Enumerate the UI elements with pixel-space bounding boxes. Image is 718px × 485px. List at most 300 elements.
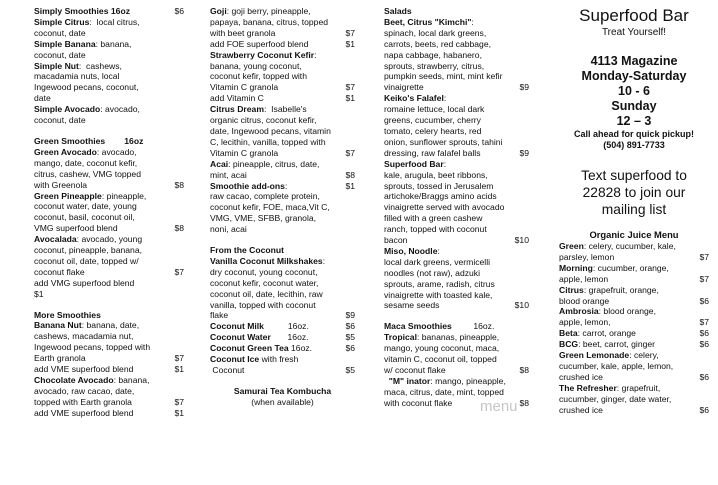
menu-line-text: bacon [384,235,408,246]
menu-line [384,354,529,365]
menu-line [384,93,529,104]
menu-price: $1 [345,180,355,191]
menu-line-text: flake [210,310,229,321]
menu-line [559,252,709,263]
menu-line [34,71,184,82]
menu-line [384,235,529,246]
menu-line [210,354,355,365]
menu-line-text: date [34,93,51,104]
menu-price: $7 [174,396,184,407]
menu-line [384,148,529,159]
menu-line [34,28,184,39]
promo-line-1: Text superfood to [581,168,687,183]
menu-line [34,147,184,158]
menu-line-text: Banana Nut: banana, date, [34,320,140,331]
menu-line-text: coconut oil, date, lecithin, raw [210,288,323,299]
menu-line [34,104,184,115]
tagline: Treat Yourself! [601,27,667,38]
menu-line [384,300,529,311]
menu-line-text: organic citrus, coconut kefir, [210,115,317,126]
menu-line [34,386,184,397]
menu-line-text: Smoothie add-ons: [210,180,288,191]
menu-line-text: dry coconut, young coconut, [210,266,318,277]
menu-line [210,213,355,224]
menu-line [210,386,355,397]
menu-line [34,201,184,212]
menu-line [384,387,529,398]
menu-line [210,343,355,354]
menu-line-text: blood orange [559,295,610,306]
menu-line-text: coconut, date [34,49,86,60]
menu-line [210,300,355,311]
menu-line-text: add FOE superfood blend [210,38,309,49]
menu-line [384,268,529,279]
phone-number: (504) 891-7733 [603,140,665,150]
menu-line-text: Keiko's Falafel: [384,93,447,104]
menu-line-text: coconut, basil, coconut oil, [34,212,135,223]
menu-line-text: coconut oil, date, topped w/ [34,255,139,266]
menu-line [384,17,529,28]
menu-line-text: coconut flake [34,266,85,277]
menu-line [210,397,355,408]
menu-line-text: cucumber, kale, apple, lemon, [559,360,674,371]
menu-price: $5 [345,365,355,375]
menu-line [210,181,355,192]
menu-line [384,321,529,332]
menu-line [384,126,529,137]
menu-line-text: tomato, celery hearts, red [384,125,482,136]
weekday-days: Monday-Saturday [581,69,687,83]
menu-line [210,71,355,82]
menu-line [384,213,529,224]
menu-line [384,137,529,148]
menu-column-4 [559,6,709,416]
menu-line [384,115,529,126]
menu-line [384,257,529,268]
menu-line-text: coconut, date [34,27,86,38]
menu-line [210,310,355,321]
menu-line [384,39,529,50]
menu-line [384,343,529,354]
menu-price: $7 [345,27,355,38]
menu-line-text: From the Coconut [210,245,284,256]
menu-line [559,383,709,394]
spacer [210,235,355,245]
menu-line [559,350,709,361]
menu-price: $10 [514,235,529,246]
menu-line [34,136,184,147]
menu-line [384,181,529,192]
menu-line-text: noodles (not raw), adzuki [384,267,481,278]
menu-line-text: Coconut Ice with fresh [210,354,299,365]
menu-line-text: Coconut [210,365,245,375]
menu-line-text: Green Lemonade: celery, [559,350,659,361]
menu-line-text: Citrus: grapefruit, orange, [559,284,659,295]
menu-line-text: coconut, pineapple, banana, [34,245,142,256]
menu-line [210,93,355,104]
menu-line-text: greens, cucumber, cherry [384,115,481,126]
menu-line [384,365,529,376]
spacer [384,311,529,321]
menu-line [559,405,709,416]
menu-line-text: topped with Earth granola [34,396,132,407]
menu-price: $6 [699,328,709,339]
menu-line-text: $1 [34,288,44,299]
menu-line-text: cucumber, ginger, date water, [559,393,672,404]
menu-line [210,104,355,115]
promo-line-2: 22828 to join our [582,185,686,200]
menu-line [34,115,184,126]
menu-price: $6 [345,321,355,332]
menu-line [384,82,529,93]
menu-line-text: Salads [384,6,412,16]
menu-line [34,397,184,408]
menu-line [384,224,529,235]
sunday-hours: 12 – 3 [616,114,652,128]
menu-line-text: artichoke/Braggs amino acids [384,191,497,202]
brand-title: Superfood Bar [579,6,689,25]
menu-price: $1 [345,93,355,104]
menu-line-text: Tropical: bananas, pineapple, [384,332,500,343]
menu-line-text: Simple Nut: cashews, [34,60,122,71]
menu-price: $6 [699,339,709,350]
menu-line [34,331,184,342]
menu-line-text: Vitamin C granola [210,147,279,158]
menu-line [384,61,529,72]
menu-price: $8 [174,179,184,190]
menu-line-text: Avocalada: avocado, young [34,234,143,245]
menu-line-text: spinach, local dark greens, [384,27,487,38]
menu-column-1 [34,6,184,419]
menu-line [210,191,355,202]
menu-line-text: macadamia nuts, local [34,71,120,82]
menu-line-text: mango, young coconut, maca, [384,343,500,354]
menu-line-text: More Smoothies [34,309,101,320]
menu-line [384,28,529,39]
menu-line [34,267,184,278]
menu-price: $1 [174,364,184,375]
menu-line-text: sprouts, strawberry, citrus, [384,60,485,71]
menu-line [559,372,709,383]
menu-line-text: apple, lemon [559,273,609,284]
menu-line-text: parsley, lemon [559,251,615,262]
menu-line [34,310,184,321]
menu-price: $9 [519,82,529,93]
menu-line [210,126,355,137]
menu-line-text: Simple Banana: banana, [34,38,132,49]
menu-line [34,93,184,104]
menu-price: $7 [699,317,709,328]
menu-price: $1 [345,38,355,49]
menu-line [210,321,355,332]
menu-line-text: Coconut Water 16oz. [210,332,309,343]
menu-line-text: sprouts, arame, radish, citrus [384,278,495,289]
menu-line [559,328,709,339]
juice-list [559,241,709,416]
menu-price: $6 [699,371,709,382]
menu-line [384,6,529,17]
menu-line [210,137,355,148]
menu-price: $8 [519,397,529,408]
menu-line-text: sesame seeds [384,300,440,311]
menu-line-text: sprouts, tossed in Jerusalem [384,180,494,191]
menu-line-text: mango, date, coconut kefir, [34,157,138,168]
menu-line-text: Green: celery, cucumber, kale, [559,241,676,251]
menu-line-text: w/ coconut flake [384,365,446,375]
menu-line-text: BCG: beet, carrot, ginger [559,339,656,350]
menu-line [34,320,184,331]
menu-line-text: with Greenola [34,179,88,190]
menu-line-text: C, lecithin, vanilla, topped with [210,136,326,147]
menu-price: $7 [345,82,355,93]
menu-price: $5 [345,332,355,343]
menu-price: $8 [519,365,529,375]
menu-line-text: onion, sunflower sprouts, tahini [384,136,503,147]
menu-line-text: Samurai Tea Kombucha [233,385,332,396]
menu-line [210,115,355,126]
menu-line-text: ranch, topped with coconut [384,224,487,235]
menu-line [34,50,184,61]
menu-line-text: Green Avocado: avocado, [34,146,137,157]
menu-price: $6 [699,404,709,415]
promo-line-3: mailing list [601,202,667,217]
menu-line-text: Maca Smoothies 16oz. [384,321,495,332]
menu-line [559,296,709,307]
menu-line-text: coconut water, date, young [34,201,137,212]
menu-line [210,17,355,28]
menu-line-text: add VMG superfood blend [34,277,135,288]
menu-line [384,71,529,82]
menu-line-text: dressing, raw falafel balls [384,147,481,158]
menu-line-text: Beet, Citrus "Kimchi": [384,16,474,27]
menu-line-text: coconut kefir, coconut water, [210,277,319,288]
menu-line [34,61,184,72]
menu-column-3 [384,6,529,409]
menu-line-text: with coconut flake [384,397,453,408]
menu-line [34,256,184,267]
menu-line [210,159,355,170]
menu-line [210,6,355,17]
menu-line [210,28,355,39]
menu-line-text: with beet granola [210,27,276,38]
menu-line-text: crushed ice [559,404,603,415]
menu-price: $1 [174,407,184,418]
pickup-note: Call ahead for quick pickup! [573,129,695,139]
menu-price: $8 [345,169,355,180]
menu-line [34,375,184,386]
menu-line [384,376,529,387]
menu-line-text: Morning: cucumber, orange, [559,262,669,273]
menu-line-text: Beta: carrot, orange [559,328,636,339]
menu-line-text: carrots, beets, red cabbage, [384,38,492,49]
menu-line-text: Ambrosia: blood orange, [559,306,656,317]
menu-line [210,82,355,93]
menu-line [34,364,184,375]
menu-line-text: noni, acai [210,224,247,235]
menu-line [34,278,184,289]
menu-line-text: Vitamin C granola [210,82,279,93]
menu-line [384,246,529,257]
menu-line [559,263,709,274]
menu-line [210,148,355,159]
menu-line-text: date, Ingewood pecans, vitamin [210,125,331,136]
menu-line-text: vinaigrette with toasted kale, [384,289,493,300]
menu-line [559,274,709,285]
menu-line [210,202,355,213]
menu-line [34,17,184,28]
menu-line-text: banana, young coconut, [210,60,302,71]
menu-price: $6 [174,6,184,16]
menu-line [34,245,184,256]
menu-line [210,224,355,235]
menu-line [384,50,529,61]
menu-line-text: napa cabbage, habanero, [384,49,482,60]
menu-price: $7 [699,251,709,262]
menu-line-text: Miso, Noodle: [384,245,440,256]
menu-line [559,241,709,252]
menu-line [384,290,529,301]
menu-price: $9 [519,147,529,158]
menu-line [210,245,355,256]
menu-line-text: coconut, date [34,115,86,126]
menu-line-text: raw cacao, complete protein, [210,191,320,202]
menu-line [34,342,184,353]
menu-line [34,169,184,180]
menu-line-text: local dark greens, vermicelli [384,256,491,267]
menu-line [34,191,184,202]
menu-line-text: coconut kefir, topped with [210,71,307,82]
menu-line-text: Earth granola [34,353,86,364]
menu-line-text: Coconut Milk 16oz. [210,321,309,332]
menu-column-2 [210,6,355,408]
menu-line-text: avocado, raw cacao, date, [34,385,135,396]
spacer [34,126,184,136]
menu-line-text: Vanilla Coconut Milkshakes: [210,255,326,266]
menu-line-text: coconut kefir, FOE, maca,Vit C, [210,202,330,213]
menu-line-text: vinaigrette served with avocado [384,202,505,213]
menu-line [384,332,529,343]
menu-price: $9 [345,310,355,321]
menu-line [34,212,184,223]
menu-line-text: pumpkin seeds, mint, mint kefir [384,71,503,82]
menu-line [34,234,184,245]
menu-line [34,158,184,169]
juice-menu-title: Organic Juice Menu [589,229,679,240]
menu-line-text: romaine lettuce, local dark [384,104,485,115]
menu-line-text: Goji: goji berry, pineapple, [210,6,311,16]
menu-line [210,39,355,50]
menu-line-text: add Vitamin C [210,93,264,104]
menu-line [559,285,709,296]
menu-price: $7 [174,353,184,364]
weekday-hours: 10 - 6 [618,84,650,98]
menu-line [559,394,709,405]
menu-line [384,279,529,290]
menu-line-text: Ingewood pecans, topped with [34,342,151,353]
menu-line [210,50,355,61]
menu-line-text: The Refresher: grapefruit, [559,382,661,393]
menu-line-text: add VME superfood blend [34,364,134,375]
menu-line [210,267,355,278]
menu-line [34,353,184,364]
menu-line-text: mint, acai [210,169,247,180]
menu-line [210,289,355,300]
menu-line [384,104,529,115]
menu-line-text: add VME superfood blend [34,407,134,418]
menu-line-text: Citrus Dream: Isabelle's [210,104,307,115]
menu-line-text: filled with a green cashew [384,213,483,224]
menu-line [210,332,355,343]
menu-line [384,191,529,202]
menu-line [34,39,184,50]
menu-line [384,202,529,213]
menu-line-text: "M" inator: mango, pineapple, [388,375,506,386]
menu-line-text: vitamin C, coconut oil, topped [384,354,497,365]
address: 4113 Magazine [590,54,678,68]
menu-line-text: VMG, VME, SFBB, granola, [210,213,317,224]
menu-price: $6 [345,343,355,354]
menu-line-text: (when available) [251,396,314,407]
menu-line-text: VMG superfood blend [34,223,118,234]
menu-line [210,256,355,267]
menu-line [559,306,709,317]
menu-price: $7 [345,147,355,158]
menu-line-text: Strawberry Coconut Kefir: [210,49,317,60]
menu-line [34,180,184,191]
menu-line-text: citrus, cashew, VMG topped [34,168,141,179]
sunday-label: Sunday [611,99,657,113]
menu-line [210,61,355,72]
menu-line [384,159,529,170]
menu-line-text: Simply Smoothies 16oz [34,6,130,16]
menu-line-text: cashews, macadamia nut, [34,331,134,342]
menu-line [210,278,355,289]
menu-line-text: vanilla, topped with coconut [210,299,316,310]
menu-price: $8 [174,223,184,234]
menu-line [210,365,355,376]
menu-line-text: Chocolate Avocado: banana, [34,375,150,385]
menu-price: $6 [699,295,709,306]
menu-price: $7 [174,266,184,277]
menu-line [34,289,184,300]
menu-line-text: maca, citrus, date, mint, topped [384,386,504,397]
menu-line-text: apple, lemon, [559,317,611,328]
menu-line [559,339,709,350]
menu-line [559,361,709,372]
menu-line [559,317,709,328]
menu-line-text: Green Pineapple: pineapple, [34,190,147,201]
menu-line [210,170,355,181]
menu-line-text: Simple Avocado: avocado, [34,104,140,115]
menu-line [34,82,184,93]
menu-line-text: kale, arugula, beet ribbons, [384,169,488,180]
menu-line [34,223,184,234]
menu-price: $10 [514,300,529,311]
menu-line [34,408,184,419]
menu-line [34,6,184,17]
menu-line-text: Coconut Green Tea 16oz. [210,343,313,354]
menu-line-text: papaya, banana, citrus, topped [210,16,329,27]
menu-line-text: vinaigrette [384,82,424,93]
menu-line-text: Simple Citrus: local citrus, [34,16,140,27]
menu-line-text: crushed ice [559,371,603,382]
menu-price: $7 [699,273,709,284]
menu-line-text: Acai: pineapple, citrus, date, [210,158,320,169]
watermark: menu [480,398,518,415]
menu-line-text: Ingewood pecans, coconut, [34,82,139,93]
spacer [34,300,184,310]
menu-line-text: Green Smoothies 16oz [34,135,144,146]
